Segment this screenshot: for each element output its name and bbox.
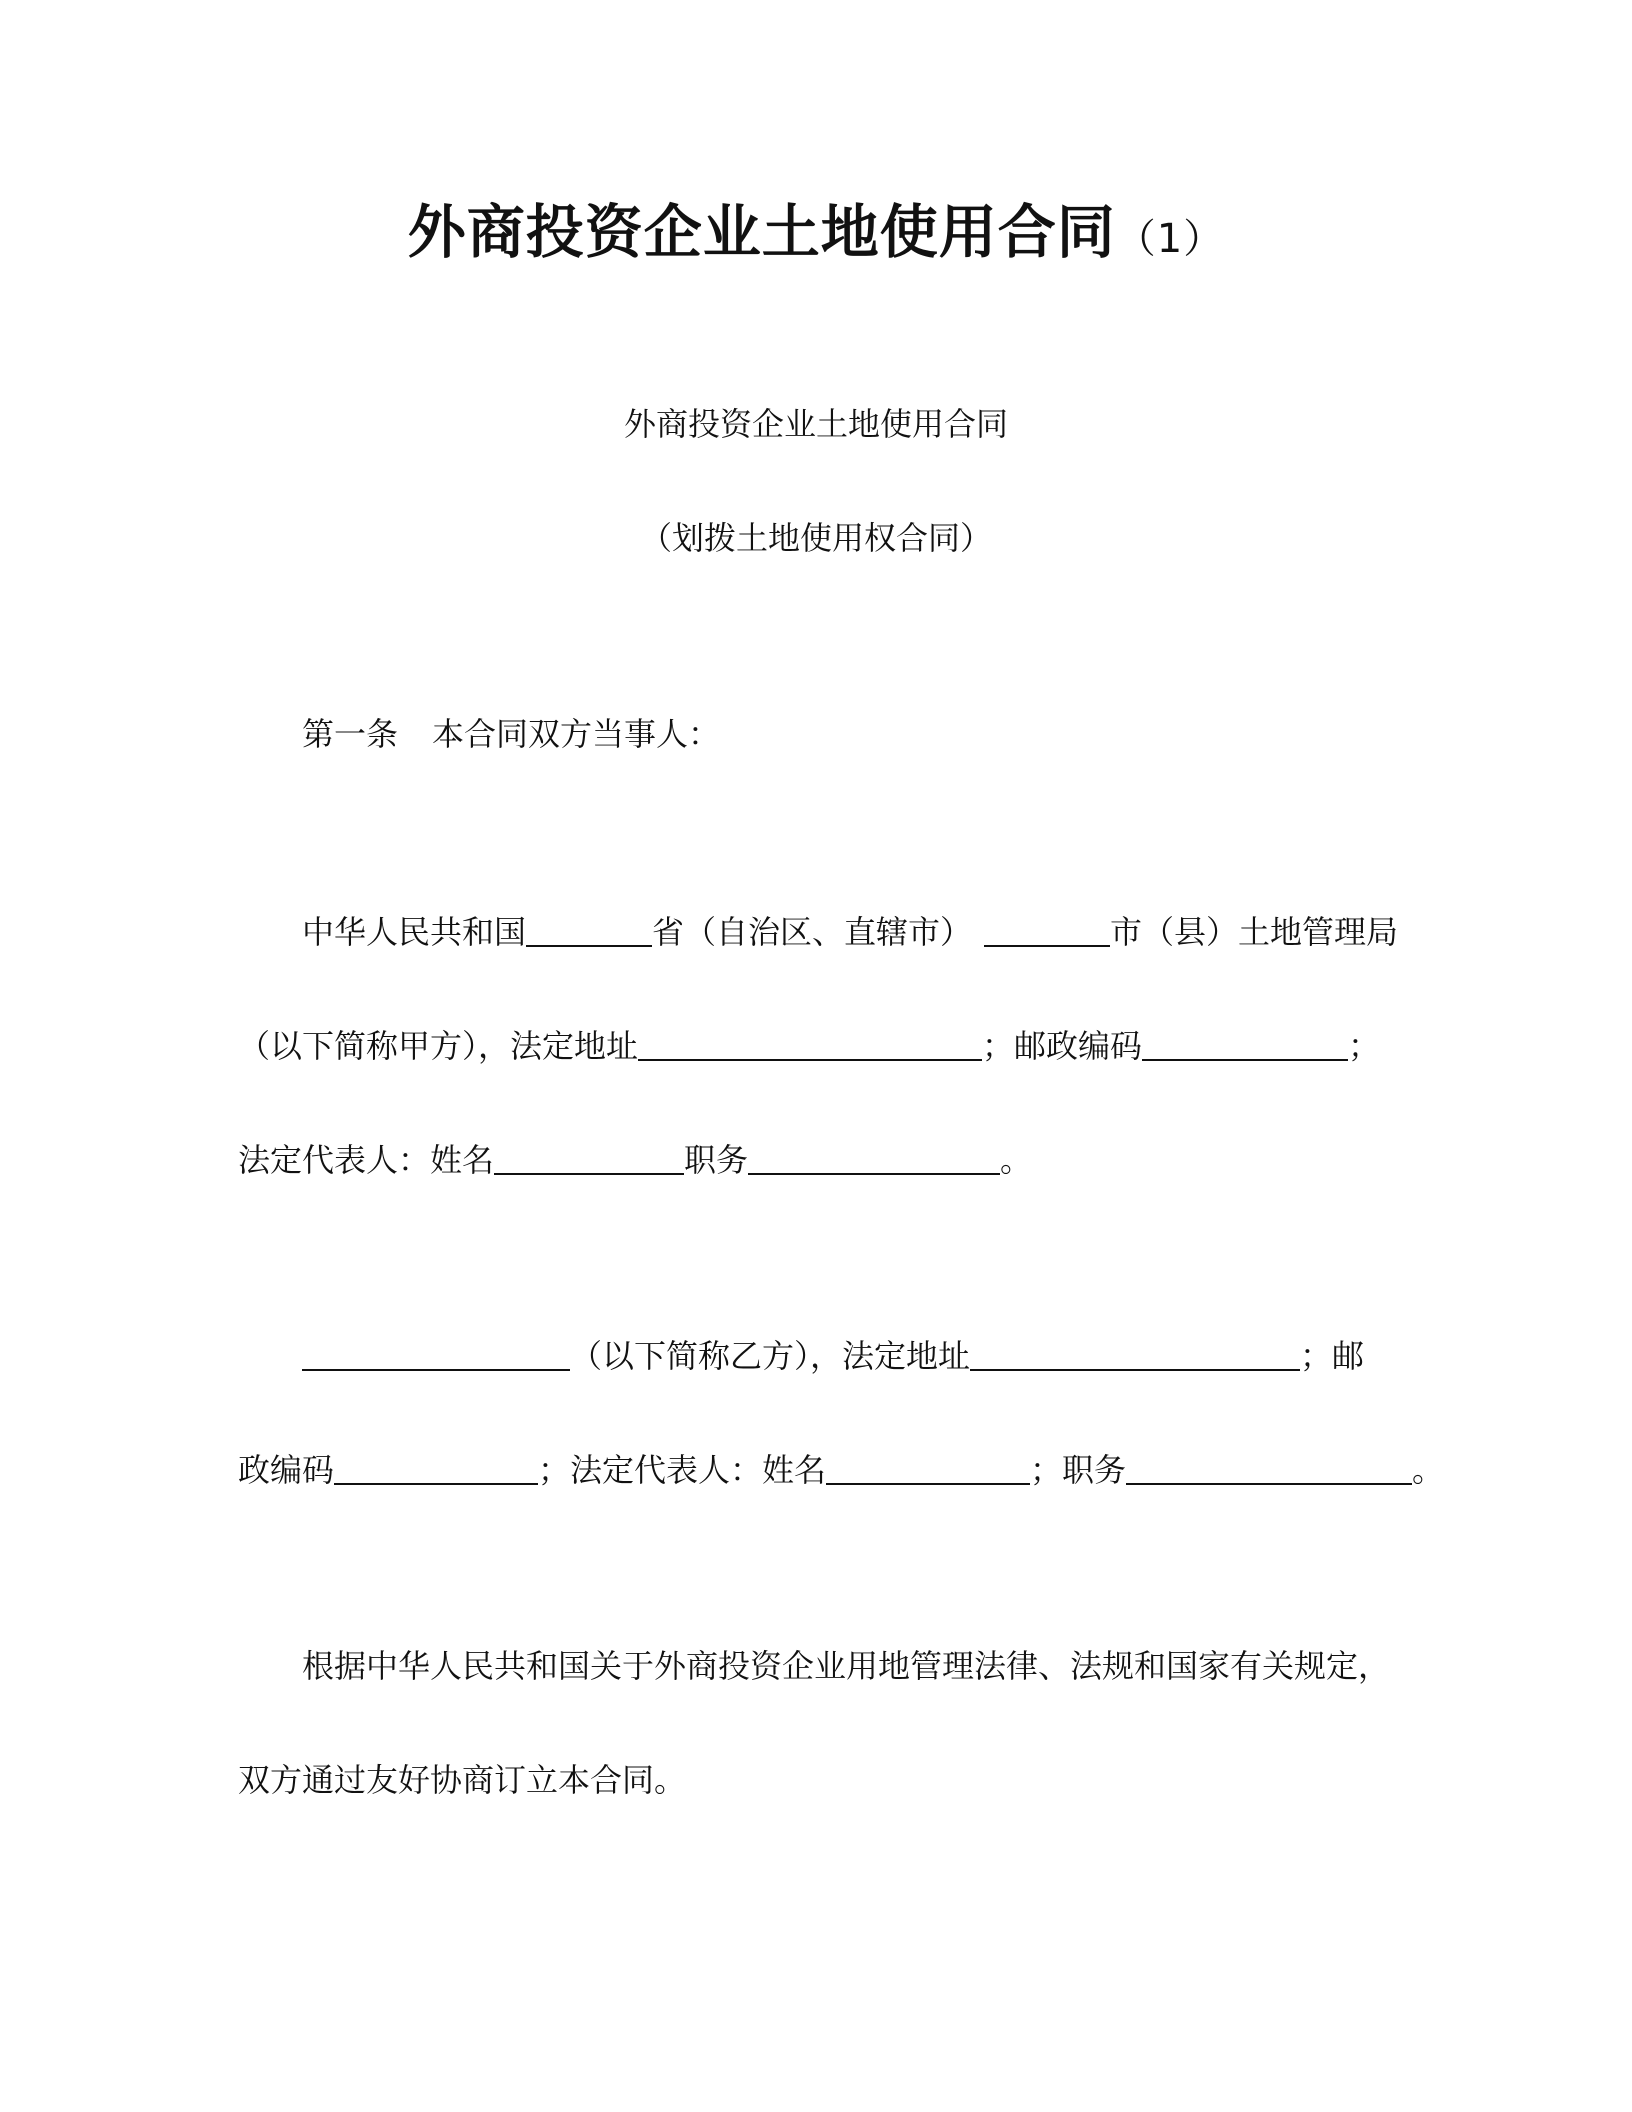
city-blank: [984, 915, 1110, 947]
party-b-address-blank: [970, 1339, 1300, 1371]
party-a-rep-label: 法定代表人：姓名: [238, 1141, 495, 1179]
party-a-address-blank: [638, 1029, 982, 1061]
party-b-name-blank: [302, 1339, 570, 1371]
party-b-rep-name-blank: [826, 1453, 1030, 1485]
province-blank: [526, 915, 652, 947]
party-a-country-label: 中华人民共和国: [302, 913, 527, 951]
title-number: （1）: [1115, 216, 1225, 262]
party-a-postcode-blank: [1142, 1029, 1348, 1061]
party-b-address-label: （以下简称乙方），法定地址: [570, 1337, 971, 1375]
party-b-rep-label: ；法定代表人：姓名: [538, 1451, 827, 1489]
party-a-line-1: [238, 910, 1452, 954]
title-text: 外商投资企业土地使用合同: [407, 198, 1116, 266]
article-1-heading: [238, 712, 1452, 756]
subtitle-type: （划拨土地使用权合同）: [639, 519, 992, 557]
party-b-position-blank: [1126, 1453, 1412, 1485]
party-b-position-label: ；职务: [1030, 1451, 1127, 1489]
party-b-line-1: [238, 1334, 1452, 1378]
party-b-postcode-label-start: ；邮: [1300, 1337, 1365, 1375]
party-b-postcode-blank: [334, 1453, 538, 1485]
party-a-province-label: 省（自治区、直辖市）: [652, 913, 973, 951]
article-number: 第一条: [302, 715, 399, 753]
party-a-address-label: （以下简称甲方），法定地址: [238, 1027, 639, 1065]
article-heading-text: 本合同双方当事人：: [432, 715, 721, 753]
party-a-line2-end: ；: [1348, 1027, 1381, 1065]
party-a-name-blank: [494, 1143, 684, 1175]
basis-line-1: 根据中华人民共和国关于外商投资企业用地管理法律、法规和国家有关规定，: [302, 1647, 1391, 1685]
party-b-line2-end: 。: [1412, 1451, 1445, 1489]
party-a-line3-end: 。: [1000, 1141, 1033, 1179]
party-b-line-2: [238, 1448, 1445, 1492]
subtitle: 外商投资企业土地使用合同: [623, 405, 1008, 443]
document-title: [0, 192, 1632, 279]
party-a-bureau-label: 市（县）土地管理局: [1110, 913, 1399, 951]
party-a-postcode-label: ；邮政编码: [982, 1027, 1143, 1065]
party-a-position-blank: [748, 1143, 1000, 1175]
party-a-line-3: [238, 1138, 1388, 1182]
party-b-postcode-label-end: 政编码: [238, 1451, 335, 1489]
basis-line-2: 双方通过友好协商订立本合同。: [238, 1761, 687, 1799]
party-a-position-label: 职务: [684, 1141, 749, 1179]
party-a-line-2: [238, 1024, 1388, 1068]
